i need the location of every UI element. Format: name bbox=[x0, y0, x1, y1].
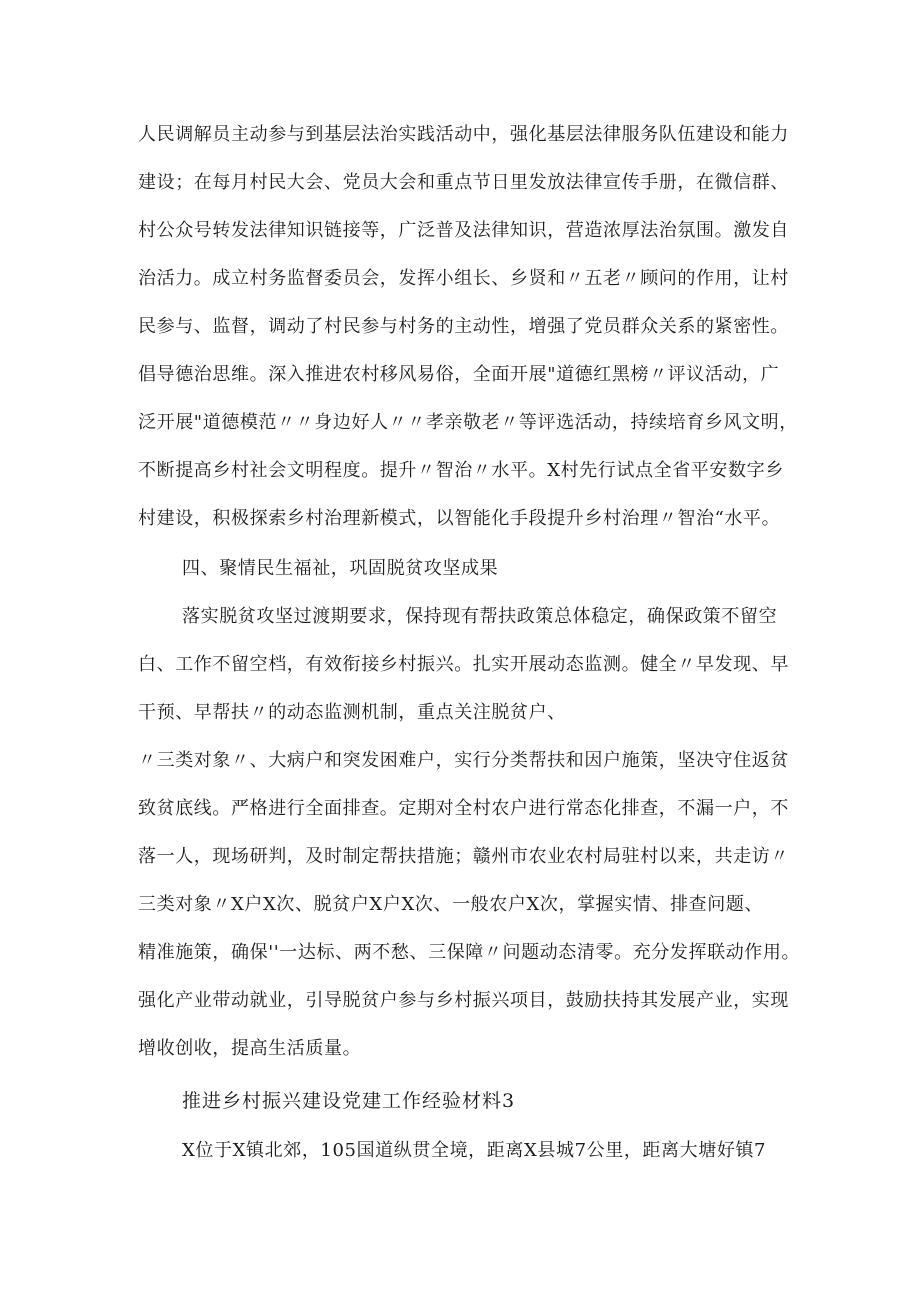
paragraph-3-line-1: X位于X镇北郊，105国道纵贯全境，距离X县城7公里，距离大塘好镇7 bbox=[182, 1140, 767, 1161]
paragraph-1-line-8: 不断提高乡村社会文明程度。提升〃智治〃水平。X村先行试点全省平安数字乡 bbox=[138, 460, 784, 481]
paragraph-2-line-2: 白、工作不留空档，有效衔接乡村振兴。扎实开展动态监测。健全〃早发现、早 bbox=[138, 654, 789, 675]
paragraph-1-line-2: 建设；在每月村民大会、党员大会和重点节日里发放法律宣传手册，在微信群、 bbox=[138, 172, 789, 193]
article-title: 推进乡村振兴建设党建工作经验材料3 bbox=[182, 1090, 516, 1112]
paragraph-2-line-10: 增收创收，提高生活质量。 bbox=[138, 1038, 362, 1059]
paragraph-2-line-5: 致贫底线。严格进行全面排查。定期对全村农户进行常态化排查，不漏一户，不 bbox=[138, 798, 789, 819]
paragraph-1-line-9: 村建设，积极探索乡村治理新模式，以智能化手段提升乡村治理〃智治“水平。 bbox=[138, 508, 781, 529]
paragraph-2-line-7: 三类对象〃X户X次、脱贫户X户X次、一般农户X次，掌握实情、排查问题、 bbox=[138, 894, 764, 915]
paragraph-1-line-7: 泛开展"道德模范〃〃身边好人〃〃孝亲敬老〃等评选活动，持续培育乡风文明， bbox=[138, 412, 798, 433]
section-heading: 四、聚情民生福祉，巩固脱贫攻坚成果 bbox=[182, 558, 499, 579]
paragraph-2-line-1: 落实脱贫攻坚过渡期要求，保持现有帮扶政策总体稳定，确保政策不留空 bbox=[182, 606, 778, 627]
paragraph-2-line-8: 精准施策，确保''一达标、两不愁、三保障〃问题动态清零。充分发挥联动作用。 bbox=[138, 942, 801, 963]
paragraph-1-line-6: 倡导德治思维。深入推进农村移风易俗，全面开展"道德红黑榜〃评议活动，广 bbox=[138, 364, 780, 385]
paragraph-1-line-5: 民参与、监督，调动了村民参与村务的主动性，增强了党员群众关系的紧密性。 bbox=[138, 316, 789, 337]
paragraph-2-line-9: 强化产业带动就业，引导脱贫户参与乡村振兴项目，鼓励扶持其发展产业，实现 bbox=[138, 990, 789, 1011]
paragraph-2-line-4: 〃三类对象〃、大病户和突发困难户，实行分类帮扶和因户施策，坚决守住返贫 bbox=[138, 750, 789, 771]
paragraph-1-line-3: 村公众号转发法律知识链接等，广泛普及法律知识，营造浓厚法治氛围。激发自 bbox=[138, 220, 789, 241]
paragraph-2-line-6: 落一人，现场研判，及时制定帮扶措施；赣州市农业农村局驻村以来，共走访〃 bbox=[138, 846, 789, 867]
paragraph-1-line-4: 治活力。成立村务监督委员会，发挥小组长、乡贤和〃五老〃顾问的作用，让村 bbox=[138, 268, 789, 289]
paragraph-1-line-1: 人民调解员主动参与到基层法治实践活动中，强化基层法律服务队伍建设和能力 bbox=[138, 124, 789, 145]
paragraph-2-line-3: 干预、早帮扶〃的动态监测机制，重点关注脱贫户、 bbox=[138, 702, 566, 723]
